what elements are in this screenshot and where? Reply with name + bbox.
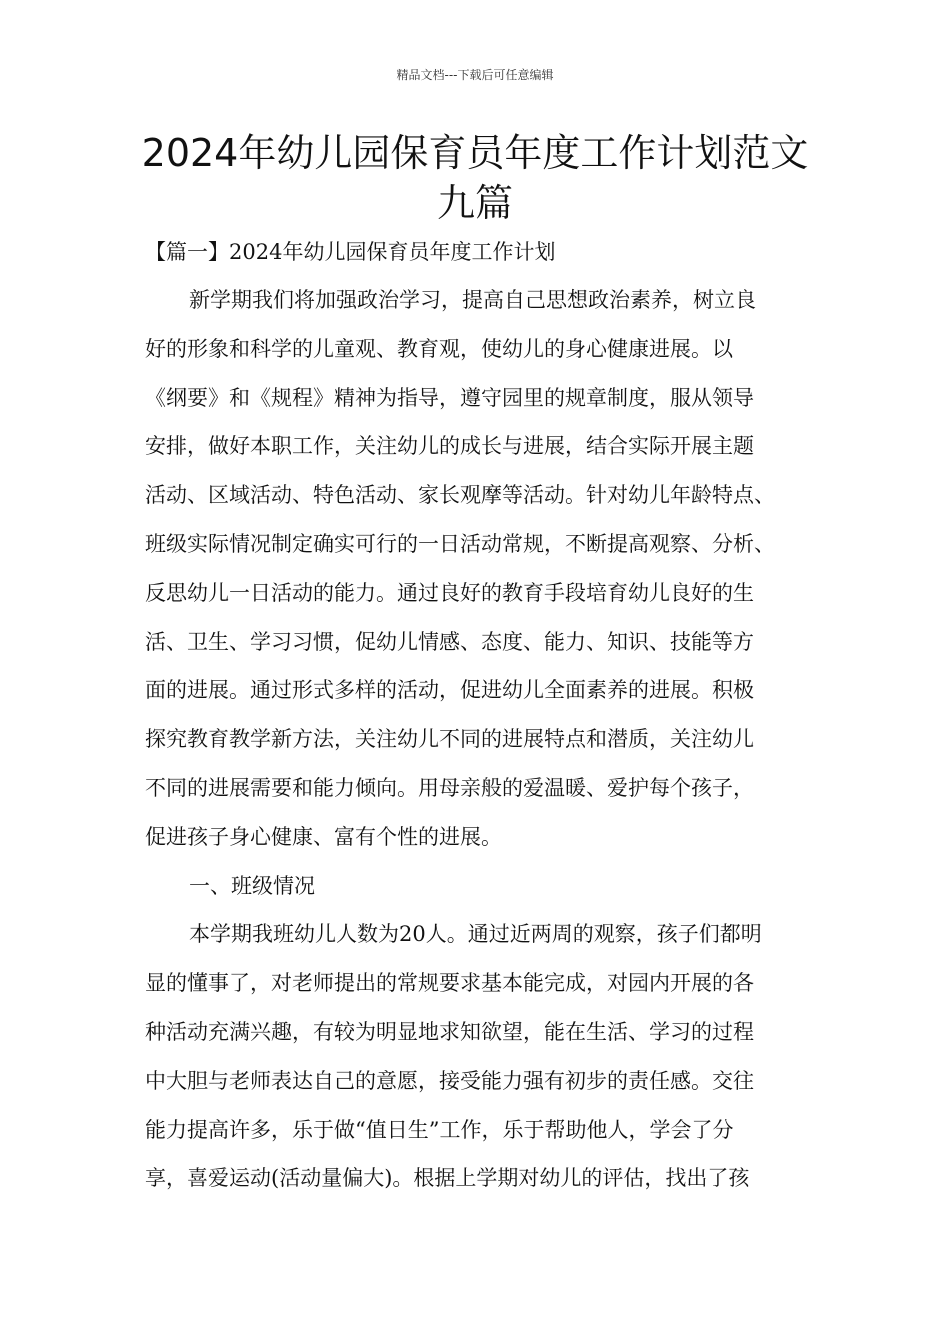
- paragraph-intro: [145, 276, 825, 862]
- paragraph-line: 新学期我们将加强政治学习，提高自己思想政治素养，树立良: [189, 288, 756, 312]
- subheading-text: 一、班级情况: [189, 873, 315, 898]
- paragraph-line: 显的懂事了，对老师提出的常规要求基本能完成，对园内开展的各: [145, 971, 754, 996]
- subheading-class-situation: [145, 862, 825, 911]
- paragraph-line: 本学期我班幼儿人数为20人。通过近两周的观察，孩子们都明: [189, 922, 762, 947]
- paragraph-class-situation: [145, 910, 825, 1203]
- page-header: 精品文档---下载后可任意编辑: [396, 68, 554, 82]
- paragraph-line: 种活动充满兴趣，有较为明显地求知欲望，能在生活、学习的过程: [145, 1019, 754, 1044]
- paragraph-line: 反思幼儿一日活动的能力。通过良好的教育手段培育幼儿良好的生: [145, 580, 754, 605]
- paragraph-line: 活、卫生、学习习惯，促幼儿情感、态度、能力、知识、技能等方: [145, 629, 754, 654]
- paragraph-line: 《纲要》和《规程》精神为指导，遵守园里的规章制度，服从领导: [145, 385, 754, 410]
- paragraph-line: 中大胆与老师表达自己的意愿，接受能力强有初步的责任感。交往: [145, 1068, 754, 1093]
- paragraph-line: 不同的进展需要和能力倾向。用母亲般的爱温暖、爱护每个孩子，: [145, 775, 754, 800]
- title-line-1: 2024年幼儿园保育员年度工作计划范文: [141, 131, 809, 175]
- paragraph-line: 促进孩子身心健康、富有个性的进展。: [145, 824, 502, 849]
- paragraph-line: 探究教育教学新方法，关注幼儿不同的进展特点和潜质，关注幼儿: [145, 727, 754, 752]
- paragraph-line: 能力提高许多，乐于做“值日生”工作，乐于帮助他人，学会了分: [145, 1117, 734, 1142]
- paragraph-line: 享，喜爱运动(活动量偏大)。根据上学期对幼儿的评估，找出了孩: [145, 1166, 750, 1191]
- document-body: [145, 228, 825, 1203]
- paragraph-line: 安排，做好本职工作，关注幼儿的成长与进展，结合实际开展主题: [145, 434, 754, 459]
- paragraph-line: 面的进展。通过形式多样的活动，促进幼儿全面素养的进展。积极: [145, 678, 754, 703]
- paragraph-line: 班级实际情况制定确实可行的一日活动常规，不断提高观察、分析、: [145, 531, 775, 556]
- paragraph-line: 好的形象和科学的儿童观、教育观，使幼儿的身心健康进展。以: [145, 336, 733, 361]
- section-heading: 【篇一】2024年幼儿园保育员年度工作计划: [145, 240, 556, 264]
- paragraph-line: 活动、区域活动、特色活动、家长观摩等活动。针对幼儿年龄特点、: [145, 483, 775, 508]
- title-line-2: 九篇: [436, 181, 513, 225]
- document-title: [110, 128, 840, 228]
